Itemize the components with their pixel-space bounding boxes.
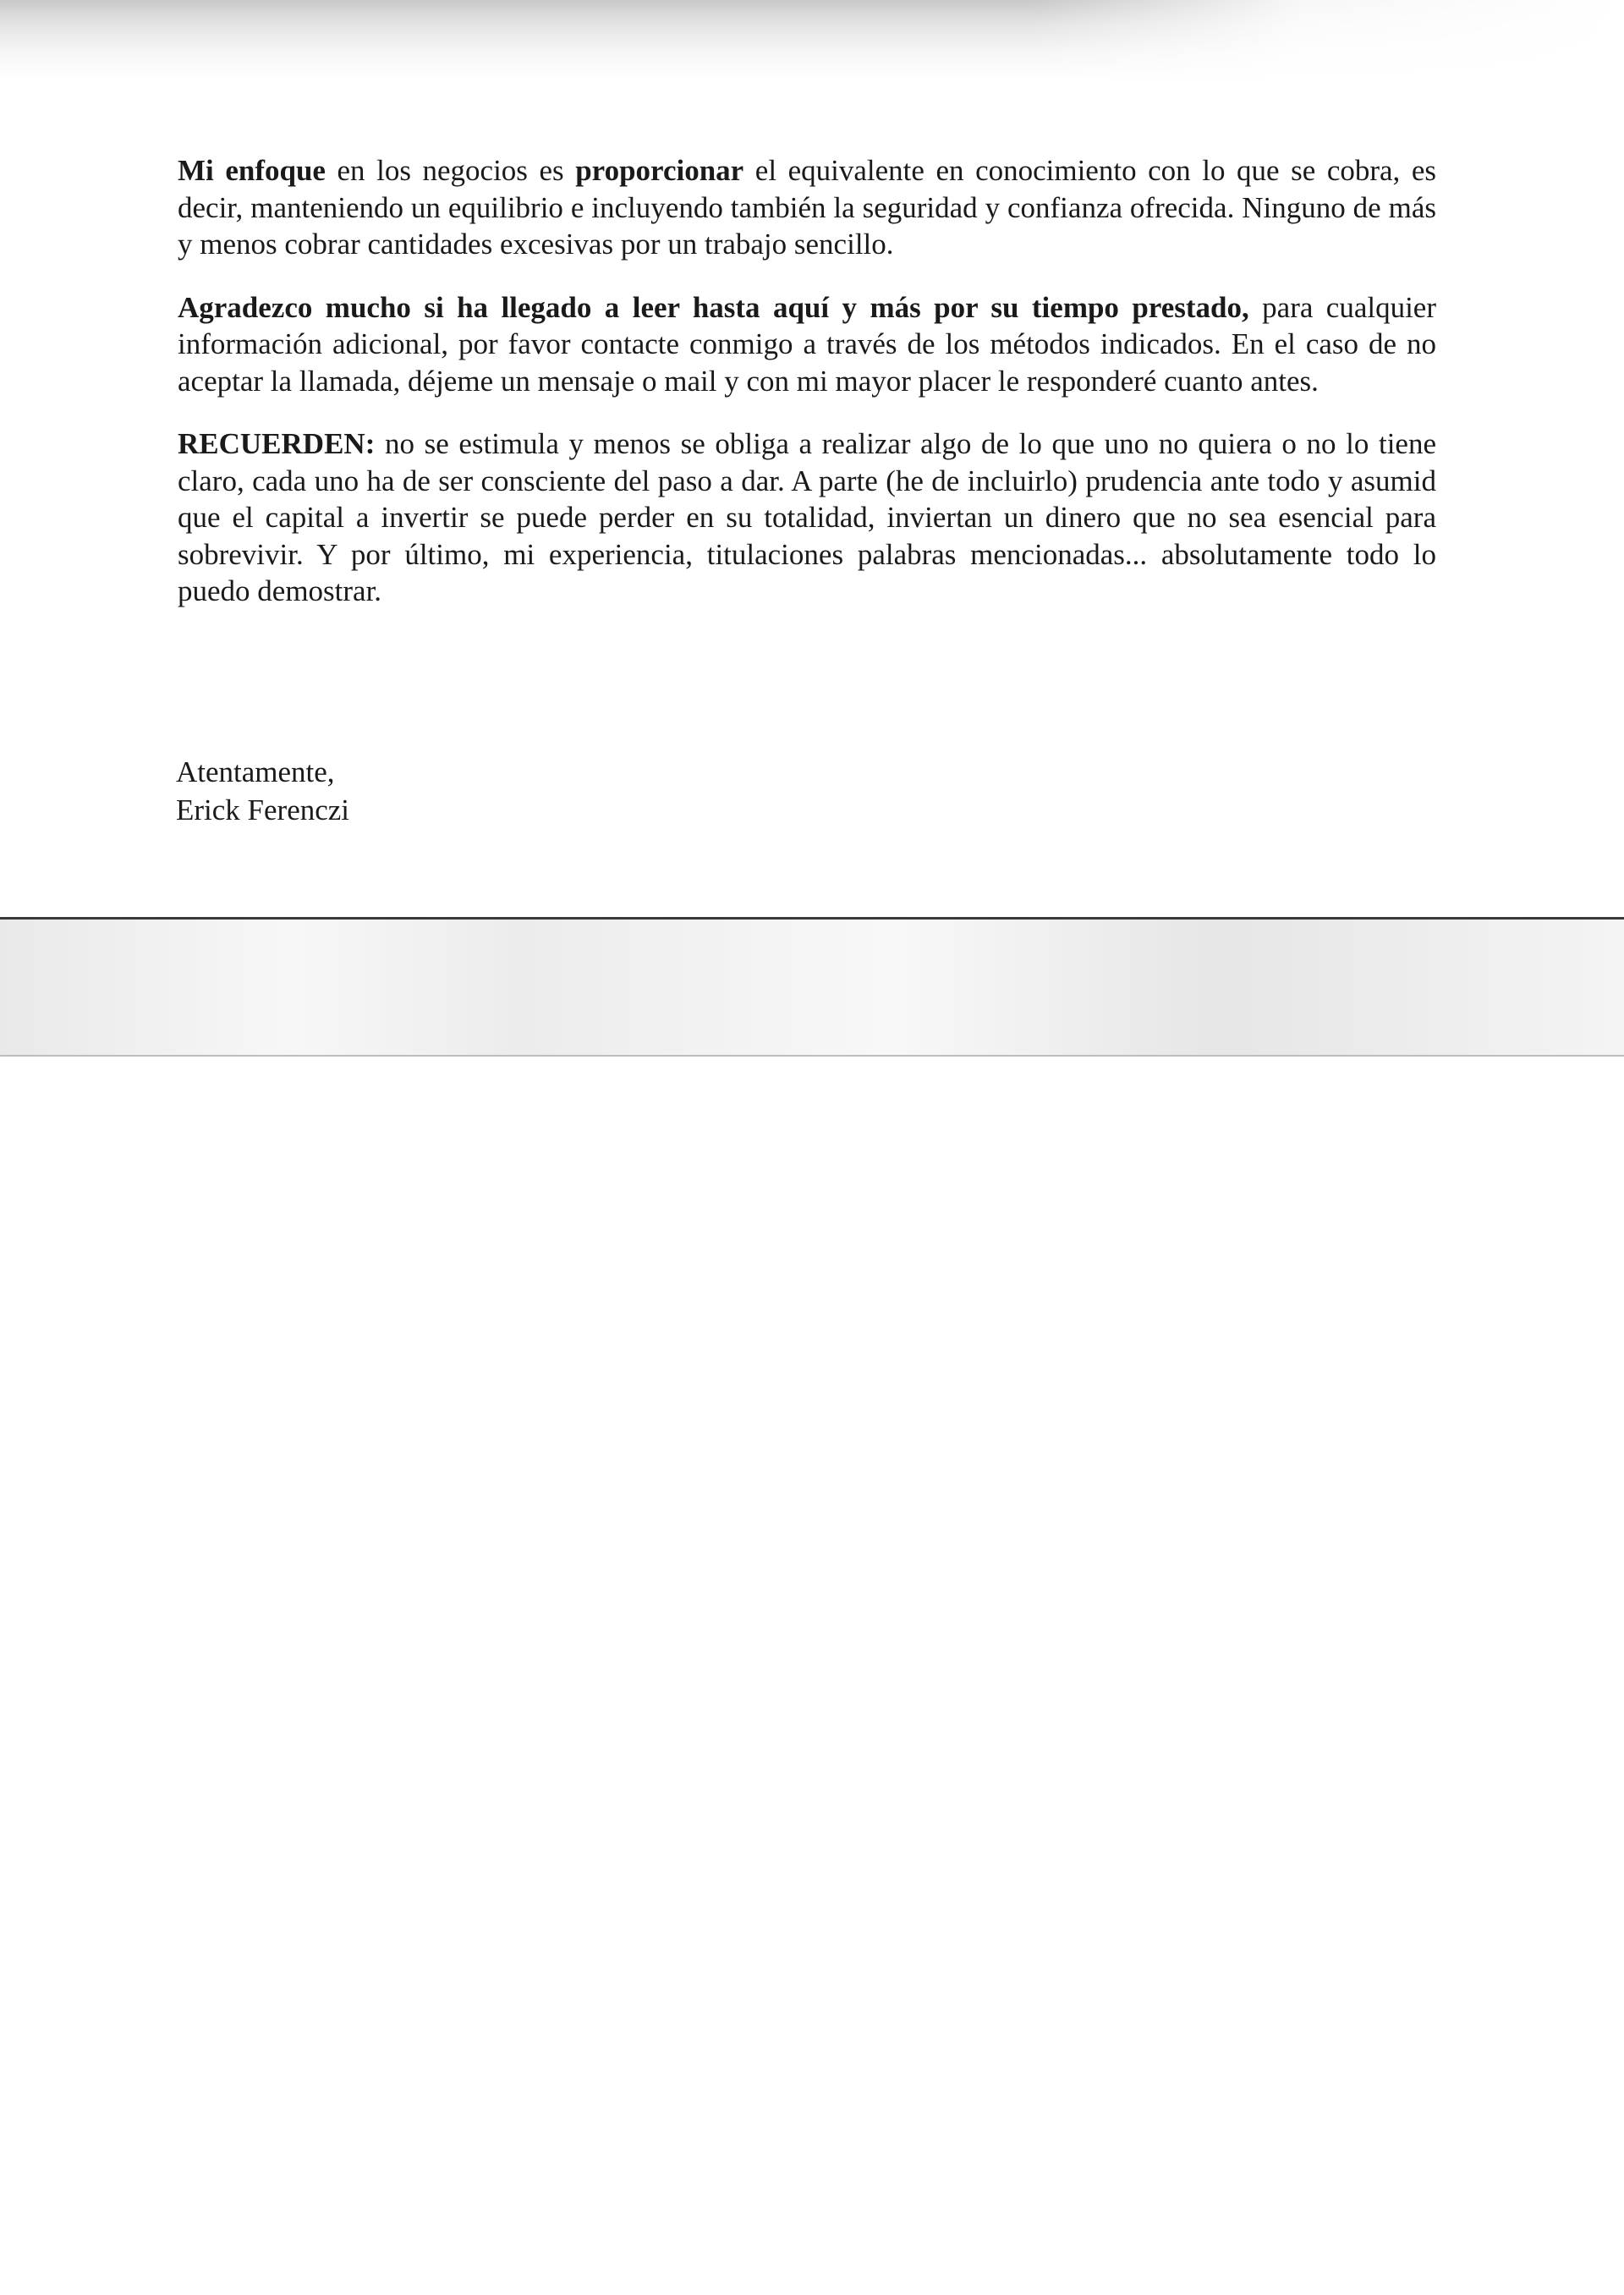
fold-band (0, 920, 1624, 1055)
body-text: para cualquier información adicional, por favor contacte conmigo a través de los métodos indicados. En el caso de no aceptar la llamada, déjeme un mensaje o mail y con mi mayor placer le responderé cuanto antes. (178, 290, 1437, 398)
body-text: no se estimula y menos se obliga a realizar algo de lo que uno no quiera o no lo tiene claro, cada uno ha de ser consciente del paso a dar. A parte (he de incluirlo) prudencia ante todo y asumid que el capital a invertir se puede perder en su totalidad, inviertan un dinero que no sea esencial para sobrevivir. Y por último, mi experiencia, titulaciones palabras mencionadas... absolutamente todo lo puedo demostrar. (178, 427, 1436, 607)
letter-closing (176, 753, 349, 829)
bold-phrase: proporcionar (575, 154, 744, 187)
bold-phrase: RECUERDEN: (178, 427, 376, 460)
body-text: el equivalente en conocimiento con lo que se cobra, es decir, manteniendo un equilibrio e incluyendo también la seguridad y confianza ofrecida. Ninguno de más y menos cobrar cantidades excesivas por un trabajo sencillo. (178, 154, 1437, 261)
letter-body (178, 152, 1436, 636)
bold-phrase: Mi enfoque (178, 154, 326, 187)
bold-phrase: Agradezco mucho si ha llegado a leer hasta aquí y más por su tiempo prestado, (178, 290, 1249, 324)
scan-shadow-fade (1032, 0, 1624, 80)
paragraph-approach (178, 152, 1436, 263)
paragraph-reminder (178, 426, 1436, 610)
closing-salutation: Atentamente, (176, 755, 335, 788)
fold-line-bottom (0, 1055, 1624, 1057)
signature-name: Erick Ferenczi (176, 793, 350, 826)
body-text: en los negocios es (325, 154, 576, 187)
paragraph-thanks (178, 289, 1436, 400)
